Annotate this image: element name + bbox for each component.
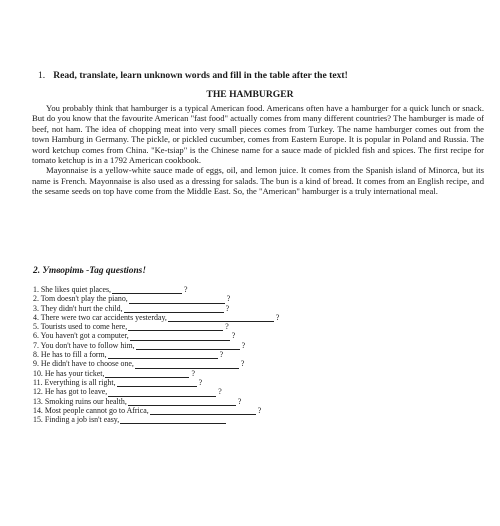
answer-blank[interactable] xyxy=(128,323,223,331)
answer-blank[interactable] xyxy=(112,286,182,294)
list-item: 8. He has to fill a form, ? xyxy=(33,350,224,360)
article-paragraph-2: Mayonnaise is a yellow-white sauce made of eggs, oil, and lemon juice. It comes from the Spanish island of Minorca, but its name is French. Mayonnaise is also used as a dressing for salads. The bun is a kind of bread. It comes from an English recipe, and the sesame seeds on top have come from the Middle East. So, the "American" hamburger is a truly international meal. xyxy=(32,165,484,197)
list-item: 9. He didn't have to choose one, ? xyxy=(33,359,245,369)
list-item: 15. Finding a job isn't easy, xyxy=(33,415,279,424)
answer-blank[interactable] xyxy=(108,389,216,397)
answer-blank[interactable] xyxy=(105,370,189,378)
answer-blank[interactable] xyxy=(150,407,256,415)
task-2-heading: 2. Утворіть -Tag questions! xyxy=(33,266,146,276)
list-item: 5. Tourists used to come here, ? xyxy=(33,322,229,332)
list-item: 4. There were two car accidents yesterday, ? xyxy=(33,312,280,322)
list-item: 2. Tom doesn't play the piano, ? xyxy=(33,294,231,304)
answer-blank[interactable] xyxy=(168,314,274,322)
answer-blank[interactable] xyxy=(124,305,224,313)
tag-questions-list xyxy=(33,285,279,424)
task-1-instruction xyxy=(38,70,348,81)
answer-blank[interactable] xyxy=(135,361,239,369)
list-item: 1. She likes quiet places, ? xyxy=(33,285,188,294)
list-item: 10. He has your ticket, ? xyxy=(33,368,195,378)
list-item: 7. You don't have to follow him, ? xyxy=(33,340,246,350)
answer-blank[interactable] xyxy=(129,296,225,304)
article-title: THE HAMBURGER xyxy=(206,89,294,100)
list-item: 12. He has got to leave, ? xyxy=(33,387,222,397)
list-item: 11. Everything is all right, ? xyxy=(33,377,203,387)
article-body xyxy=(32,103,484,197)
answer-blank[interactable] xyxy=(128,398,236,406)
task-1-text: Read, translate, learn unknown words and fill in the table after the text! xyxy=(53,70,348,81)
article-paragraph-1: You probably think that hamburger is a typical American food. Americans often have a hamburger for a quick lunch or snack. But do you know that the favourite American "fast food" actually comes from many different countries? The hamburger is made of beef, not ham. The idea of chopping meat into very small pieces comes from Turkey. The name hamburger comes out from the town Hamburg in Germany. The pickle, or pickled cucumber, comes from Eastern Europe. It is popular in Poland and Russia. The word ketchup comes from China. "Ke-tsiap" is the Chinese name for a sauce made of pickled fish and spices. The first recipe for tomato ketchup is in a 1792 American cookbook. xyxy=(32,103,484,166)
list-item: 6. You haven't got a computer, ? xyxy=(33,331,236,341)
answer-blank[interactable] xyxy=(117,379,197,387)
answer-blank[interactable] xyxy=(136,342,240,350)
answer-blank[interactable] xyxy=(130,333,230,341)
task-1-number: 1. xyxy=(38,70,46,81)
answer-blank[interactable] xyxy=(108,351,218,359)
list-item: 13. Smoking ruins our health, ? xyxy=(33,396,242,406)
list-item: 14. Most people cannot go to Africa, ? xyxy=(33,405,262,415)
list-item: 3. They didn't hurt the child, ? xyxy=(33,303,230,313)
answer-blank[interactable] xyxy=(120,416,226,424)
